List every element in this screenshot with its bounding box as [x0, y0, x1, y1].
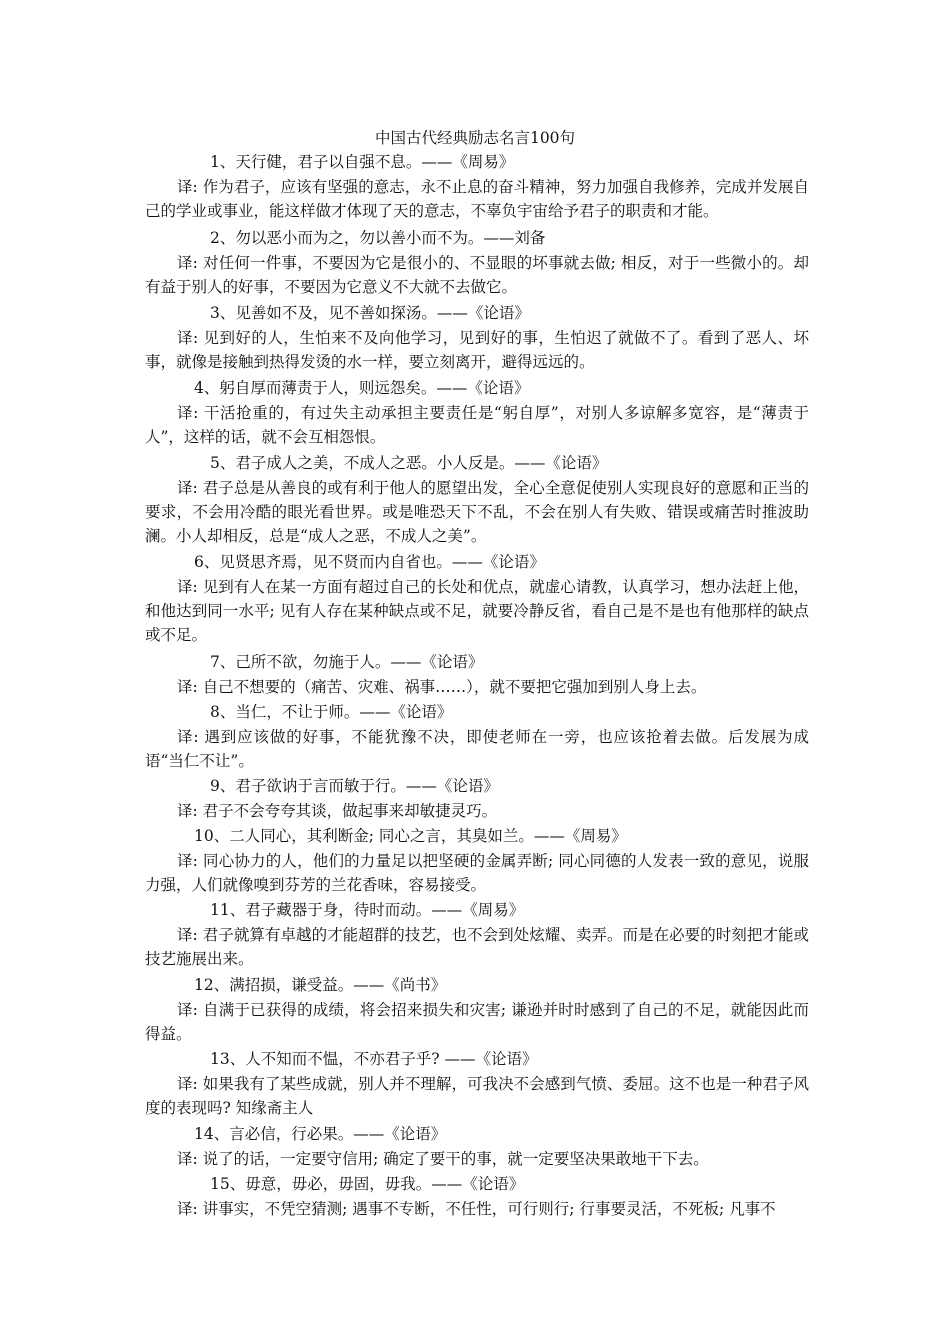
- quote-7: 7、己所不欲，勿施于人。——《论语》: [210, 653, 484, 671]
- quote-6: 6、见贤思齐焉，见不贤而内自省也。——《论语》: [194, 553, 545, 571]
- quote-5: 5、君子成人之美，不成人之恶。小人反是。——《论语》: [210, 454, 608, 472]
- translation-11: 译: 君子就算有卓越的才能超群的技艺，也不会到处炫耀、卖弄。而是在必要的时刻把才能或技艺施展出来。: [145, 926, 809, 968]
- quote-15: 15、毋意，毋必，毋固，毋我。——《论语》: [210, 1175, 525, 1193]
- translation-9: 译: 君子不会夸夸其谈，做起事来却敏捷灵巧。: [177, 802, 498, 820]
- quote-12: 12、满招损，谦受益。——《尚书》: [194, 976, 447, 994]
- translation-4: 译: 干活抢重的，有过失主动承担主要责任是“躬自厚”，对别人多谅解多宽容，是“薄责于人”，这样的话，就不会互相怨恨。: [145, 404, 809, 446]
- quote-8: 8、当仁，不让于师。——《论语》: [210, 703, 453, 721]
- translation-7: 译: 自己不想要的（痛苦、灾难、祸事……），就不要把它强加到别人身上去。: [177, 678, 707, 696]
- translation-13: 译: 如果我有了某些成就，别人并不理解，可我决不会感到气愤、委屈。这不也是一种君子风度的表现吗? 知缘斋主人: [145, 1075, 809, 1117]
- quote-2: 2、勿以恶小而为之，勿以善小而不为。——刘备: [210, 229, 546, 247]
- translation-2: 译: 对任何一件事，不要因为它是很小的、不显眼的坏事就去做; 相反，对于一些微小的。却有益于别人的好事，不要因为它意义不大就不去做它。: [145, 254, 809, 296]
- quote-1: 1、天行健，君子以自强不息。——《周易》: [210, 153, 515, 171]
- quote-3: 3、见善如不及，见不善如探汤。——《论语》: [210, 304, 530, 322]
- quote-4: 4、躬自厚而薄责于人，则远怨矣。——《论语》: [194, 379, 530, 397]
- translation-8: 译: 遇到应该做的好事，不能犹豫不决，即使老师在一旁，也应该抢着去做。后发展为成语“当仁不让”。: [145, 728, 809, 770]
- translation-10: 译: 同心协力的人，他们的力量足以把坚硬的金属弄断; 同心同德的人发表一致的意见，说服力强，人们就像嗅到芬芳的兰花香味，容易接受。: [145, 852, 809, 894]
- quote-10: 10、二人同心，其利断金; 同心之言，其臭如兰。——《周易》: [194, 827, 627, 845]
- translation-5: 译: 君子总是从善良的或有利于他人的愿望出发，全心全意促使别人实现良好的意愿和正当的要求，不会用冷酷的眼光看世界。或是唯恐天下不乱，不会在别人有失败、错误或痛苦时推波助澜。小人却相反，总是“成人之恶，不成人之美”。: [145, 479, 809, 545]
- translation-1: 译: 作为君子，应该有坚强的意志，永不止息的奋斗精神，努力加强自我修养，完成并发展自己的学业或事业，能这样做才体现了天的意志，不辜负宇宙给予君子的职责和才能。: [145, 178, 809, 220]
- quote-14: 14、言必信，行必果。——《论语》: [194, 1125, 447, 1143]
- quote-9: 9、君子欲讷于言而敏于行。——《论语》: [210, 777, 499, 795]
- translation-3: 译: 见到好的人，生怕来不及向他学习，见到好的事，生怕迟了就做不了。看到了恶人、坏事，就像是接触到热得发烫的水一样，要立刻离开，避得远远的。: [145, 329, 809, 371]
- translation-15: 译: 讲事实，不凭空猜测; 遇事不专断，不任性，可行则行; 行事要灵活，不死板; 凡事不: [177, 1200, 776, 1218]
- translation-6: 译: 见到有人在某一方面有超过自己的长处和优点，就虚心请教，认真学习，想办法赶上他，和他达到同一水平; 见有人存在某种缺点或不足，就要冷静反省，看自己是不是也有他那样的缺点或不足。: [145, 578, 809, 644]
- translation-12: 译: 自满于已获得的成绩，将会招来损失和灾害; 谦逊并时时感到了自己的不足，就能因此而得益。: [145, 1001, 809, 1043]
- quote-13: 13、人不知而不愠，不亦君子乎? ——《论语》: [210, 1050, 538, 1068]
- quote-11: 11、君子藏器于身，待时而动。——《周易》: [210, 901, 525, 919]
- translation-14: 译: 说了的话，一定要守信用; 确定了要干的事，就一定要坚决果敢地干下去。: [177, 1150, 709, 1168]
- document-title: 中国古代经典励志名言100句: [374, 129, 576, 147]
